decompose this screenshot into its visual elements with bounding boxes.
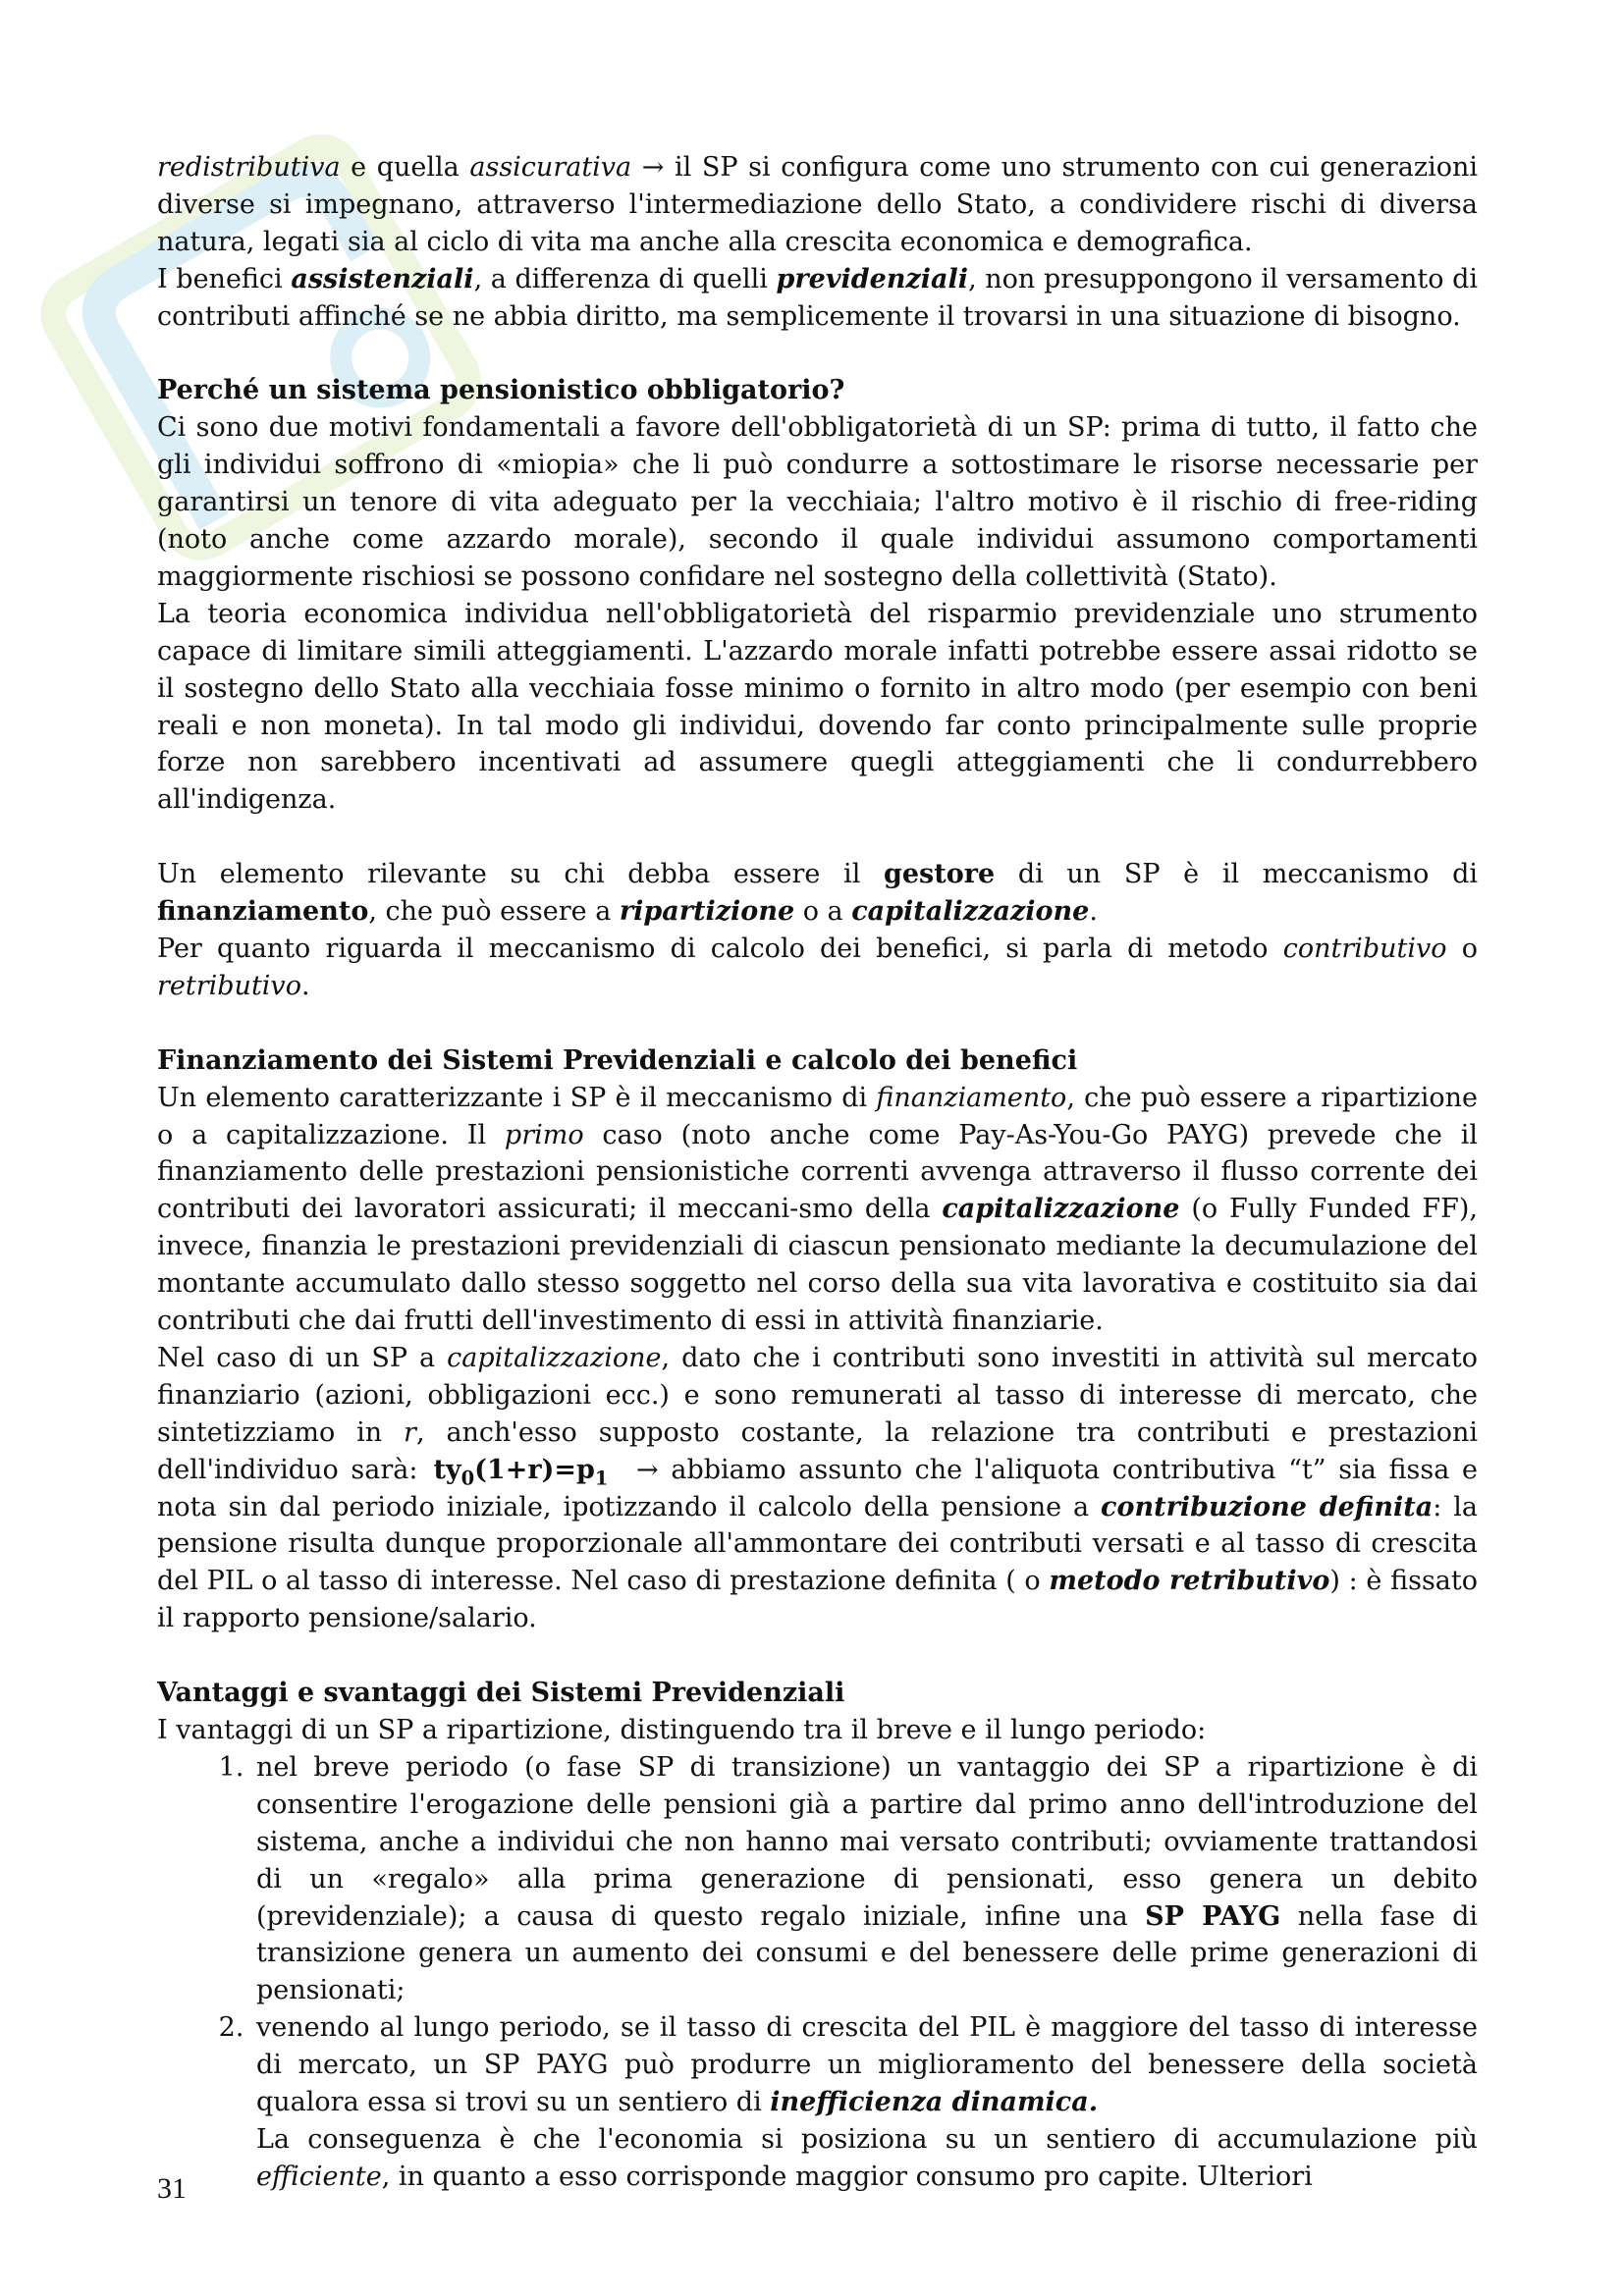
term-assistenziali: assistenziali bbox=[291, 263, 474, 294]
term-r: r bbox=[404, 1416, 416, 1448]
term-finanziamento: finanziamento bbox=[157, 896, 369, 928]
paragraph-teoria: La teoria economica individua nell'obbligatorietà del risparmio previdenziale uno strumento capace di limitare simili atteggiamenti. L'azzardo morale infatti potrebbe essere assai ridotto se il sostegno dello Stato alla vecchiaia fosse minimo o fornito in altro modo (per esempio con beni reali e non moneta). In tal modo gli individui, dovendo far conto principalmente sulle proprie forze non sarebbero incentivati ad assumere quegli atteggiamenti che li condurrebbero all'indigenza. bbox=[157, 598, 1478, 816]
text-span: caso (noto anche come Pay-As-You-Go PAYG) prevede che il finanziamento delle prestazioni pensionistiche correnti avvenga attraverso il flusso corrente dei contributi dei lavoratori assicurati; il meccani-smo della bbox=[157, 1119, 1479, 1225]
paragraph-intro bbox=[157, 149, 1478, 261]
spacer bbox=[157, 1005, 1478, 1042]
term-contribuzione-definita: contribuzione definita bbox=[1101, 1491, 1434, 1522]
term-sp-payg: SP PAYG bbox=[1145, 1900, 1281, 1932]
term-inefficienza-dinamica: inefficienza dinamica. bbox=[770, 2087, 1099, 2118]
vantaggi-list bbox=[157, 1749, 1478, 2196]
formula bbox=[417, 1454, 623, 1490]
paragraph-motivi: Ci sono due motivi fondamentali a favore dell'obbligatorietà di un SP: prima di tutto, il fatto che gli individui soffrono di «miopia» che li può condurre a sottostimare le risorse necessarie per garantirsi un tenore di vita adeguato per la vecchiaia; l'altro motivo è il rischio di free-riding (noto anche come azzardo morale), secondo il quale individui assumono comportamenti maggiormente rischiosi se possono confidare nel sostegno della collettività (Stato). bbox=[157, 412, 1478, 592]
text-span: . bbox=[300, 970, 310, 1001]
text-span: , in quanto a esso corrisponde maggior consumo pro capite. Ulteriori bbox=[381, 2161, 1313, 2192]
spacer bbox=[157, 819, 1478, 856]
text-span: , non presuppongono il versamento di contributi affinché se ne abbia diritto, ma semplicemente il trovarsi in una situazione di bisogno. bbox=[157, 263, 1478, 332]
document-page bbox=[157, 149, 1478, 2196]
text-span: nel breve periodo (o fase SP di transizione) un vantaggio dei SP a ripartizione è di consentire l'erogazione delle pensioni già a partire dal primo anno dell'introduzione del sistema, anche a individui che non hanno mai versato contributi; ovviamente trattandosi di un «regalo» alla prima generazione di pensionati, esso genera un debito (previdenziale); a causa di questo regalo iniziale, infine una bbox=[256, 1751, 1478, 1932]
text-span: nella fase di transizione genera un aumento dei consumi e del benessere delle prime generazioni di pensionati; bbox=[256, 1900, 1479, 2006]
term-assicurativa: assicurativa bbox=[469, 152, 632, 183]
text-span: La conseguenza è che l'economia si posiziona su un sentiero di accumulazione più bbox=[256, 2123, 1478, 2155]
list-item bbox=[252, 2009, 1478, 2196]
text-span: (o Fully Funded FF), invece, finanzia le prestazioni previdenziali di ciascun pensionato mediante la decumulazione del montante accumulato dallo stesso soggetto nel corso della sua vita lavorativa e costituito sia dai contributi che dai frutti dell'investimento di essi in attività finanziarie. bbox=[157, 1194, 1478, 1337]
paragraph-capitalizzazione bbox=[157, 1340, 1478, 1637]
term-capitalizzazione-italic: capitalizzazione bbox=[447, 1342, 662, 1373]
text-span: Un elemento caratterizzante i SP è il meccanismo di bbox=[157, 1082, 877, 1113]
section-heading-vantaggi: Vantaggi e svantaggi dei Sistemi Previdenziali bbox=[157, 1678, 845, 1709]
paragraph-gestore bbox=[157, 856, 1478, 931]
paragraph-vantaggi-intro: I vantaggi di un SP a ripartizione, distinguendo tra il breve e il lungo periodo: bbox=[157, 1715, 1207, 1745]
text-span: di un SP è il meccanismo di bbox=[995, 859, 1478, 890]
list-item bbox=[252, 1749, 1478, 2009]
arrow-symbol: → bbox=[631, 152, 675, 183]
section-heading-finanziamento: Finanziamento dei Sistemi Previdenziali e calcolo dei benefici bbox=[157, 1044, 1078, 1076]
text-span: : la pensione risulta dunque proporzionale all'ammontare dei contributi versati e al tasso di crescita del PIL o al tasso di interesse. Nel caso di prestazione definita ( o bbox=[157, 1491, 1479, 1597]
text-span: , che può essere a bbox=[368, 896, 620, 928]
text-span: ) : è fissato il rapporto pensione/salario. bbox=[157, 1566, 1479, 1634]
text-span: I benefici bbox=[157, 263, 292, 294]
text-span: il SP si configura come uno strumento con cui generazioni diverse si impegnano, attraverso l'intermediazione dello Stato, a condividere rischi di diversa natura, legati sia al ciclo di vita ma anche alla crescita economica e demografica. bbox=[157, 152, 1478, 257]
text-span: . bbox=[1089, 896, 1098, 928]
page-number: 31 bbox=[157, 2172, 187, 2205]
paragraph-finanziamento bbox=[157, 1080, 1478, 1340]
text-span: Un elemento rilevante su chi debba essere il bbox=[157, 859, 884, 890]
text-span: e quella bbox=[340, 152, 470, 183]
paragraph-benefici bbox=[157, 261, 1478, 336]
text-span: Per quanto riguarda il meccanismo di calcolo dei benefici, si parla di metodo bbox=[157, 934, 1283, 964]
text-span: o bbox=[1446, 934, 1478, 964]
text-span: , che può essere a ripartizione o a capitalizzazione. Il bbox=[157, 1082, 1479, 1150]
text-span: venendo al lungo periodo, se il tasso di crescita del PIL è maggiore del tasso di interesse di mercato, un SP PAYG può produrre un miglioramento del benessere della società qualora essa si trovi su un sentiero di bbox=[256, 2012, 1478, 2118]
section-heading-obbligatorio: Perché un sistema pensionistico obbligatorio? bbox=[157, 375, 845, 406]
text-span: → abbiamo assunto che l'aliquota contributiva “t” sia fissa e nota sin dal periodo iniziale, ipotizzando il calcolo della pensione a bbox=[157, 1454, 1478, 1522]
term-finanziamento-italic: finanziamento bbox=[876, 1082, 1067, 1113]
formula-subscript: 1 bbox=[594, 1467, 609, 1490]
formula-subscript: 0 bbox=[460, 1467, 475, 1490]
text-span: , a differenza di quelli bbox=[473, 263, 777, 294]
text-span: Nel caso di un SP a bbox=[157, 1342, 448, 1373]
spacer bbox=[157, 1637, 1478, 1675]
term-metodo-retributivo: metodo retributivo bbox=[1049, 1566, 1330, 1597]
term-retributivo: retributivo bbox=[157, 970, 301, 1001]
term-capitalizzazione-bold: capitalizzazione bbox=[942, 1194, 1180, 1225]
text-span: , anch'esso supposto costante, la relazione tra contributi e prestazioni dell'individuo sarà: bbox=[157, 1416, 1478, 1485]
spacer bbox=[157, 336, 1478, 373]
text-span: , dato che i contributi sono investiti in attività sul mercato finanziario (azioni, obbligazioni ecc.) e sono remunerati al tasso di interesse di mercato, che sintetizziamo in bbox=[157, 1342, 1478, 1448]
term-capitalizzazione: capitalizzazione bbox=[851, 896, 1090, 928]
term-efficiente: efficiente bbox=[256, 2161, 382, 2192]
paragraph-metodo bbox=[157, 931, 1478, 1005]
text-span: o a bbox=[794, 896, 852, 928]
term-ripartizione: ripartizione bbox=[619, 896, 795, 928]
term-previdenziali: previdenziali bbox=[776, 263, 969, 294]
formula-part: ty bbox=[433, 1454, 461, 1485]
term-contributivo: contributivo bbox=[1282, 934, 1447, 964]
term-redistributiva: redistributiva bbox=[157, 152, 341, 183]
term-primo: primo bbox=[504, 1119, 584, 1150]
formula-part: (1+r)=p bbox=[474, 1454, 595, 1485]
term-gestore: gestore bbox=[884, 859, 996, 890]
